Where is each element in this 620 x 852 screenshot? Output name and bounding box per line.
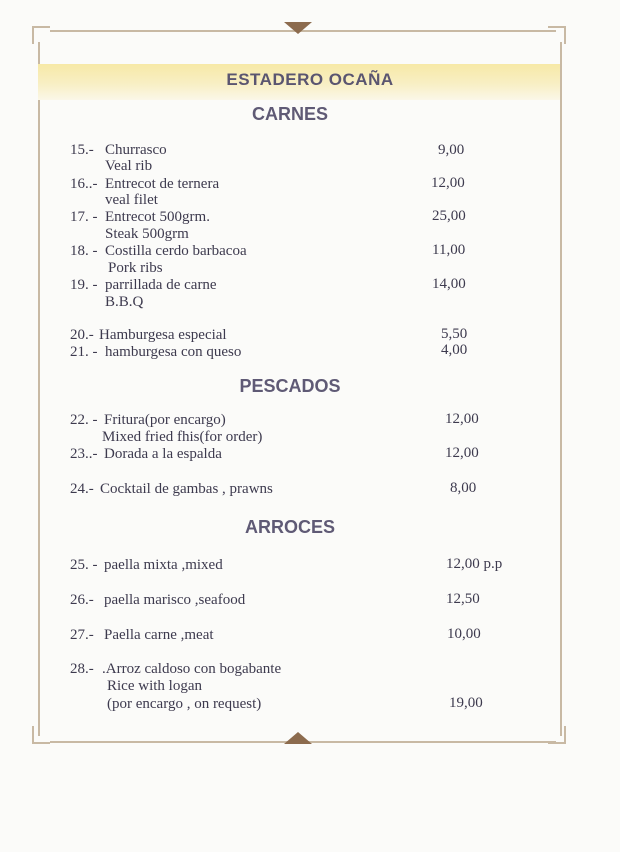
frame-corner-top-right (548, 26, 566, 44)
item-price: 11,00 (432, 242, 466, 258)
item-name: Paella carne ,meat (104, 627, 214, 643)
item-name: Churrasco (105, 142, 167, 158)
item-price: 12,00 (431, 175, 465, 191)
item-number: 16..- (70, 176, 98, 192)
item-number: 24.- (70, 481, 94, 497)
item-price: 14,00 (432, 276, 466, 292)
item-translation: Mixed fried fhis(for order) (102, 429, 263, 445)
item-number: 28.- (70, 661, 94, 677)
item-name: Dorada a la espalda (104, 446, 222, 462)
item-price: 12,00 p.p (446, 556, 503, 572)
item-translation: Pork ribs (108, 260, 163, 276)
item-name: Entrecot 500grm. (105, 209, 210, 225)
frame-corner-bottom-left (32, 726, 50, 744)
item-translation: Veal rib (105, 158, 153, 174)
item-number: 20.- (70, 327, 94, 343)
item-price: 12,00 (445, 411, 479, 427)
item-name: parrillada de carne (105, 277, 217, 293)
section-heading-arroces: ARROCES (244, 517, 335, 537)
item-name: paella mixta ,mixed (104, 557, 223, 573)
frame-corner-bottom-right (548, 726, 566, 744)
item-translation: (por encargo , on request) (107, 696, 262, 712)
frame-ornament-top (284, 22, 312, 34)
item-number: 26.- (70, 592, 94, 608)
item-name: paella marisco ,seafood (104, 592, 246, 608)
frame-ornament-bottom (284, 732, 312, 744)
item-number: 17. - (70, 209, 98, 225)
item-translation: Steak 500grm (105, 226, 189, 242)
item-number: 22. - (70, 412, 98, 428)
item-name: .Arroz caldoso con bogabante (102, 661, 282, 677)
item-name: Cocktail de gambas , prawns (100, 481, 273, 497)
item-price: 8,00 (450, 480, 477, 496)
item-price: 25,00 (432, 208, 466, 224)
item-name: hamburgesa con queso (105, 344, 242, 360)
item-price: 5,50 (441, 326, 468, 342)
frame-corner-top-left (32, 26, 50, 44)
item-number: 15.- (70, 142, 94, 158)
item-number: 19. - (70, 277, 98, 293)
item-name: Entrecot de ternera (105, 176, 220, 192)
section-heading-carnes: CARNES (251, 104, 328, 124)
item-number: 27.- (70, 627, 94, 643)
item-price: 19,00 (449, 695, 483, 711)
item-number: 23..- (70, 446, 98, 462)
item-price: 4,00 (441, 342, 468, 358)
item-name: Costilla cerdo barbacoa (105, 243, 247, 259)
item-translation: veal filet (105, 192, 158, 208)
item-translation: B.B.Q (105, 294, 144, 310)
item-number: 25. - (70, 557, 98, 573)
item-price: 12,00 (445, 445, 479, 461)
item-number: 18. - (70, 243, 98, 259)
section-heading-pescados: PESCADOS (239, 376, 341, 396)
item-translation: Rice with logan (107, 678, 202, 694)
item-number: 21. - (70, 344, 98, 360)
item-price: 9,00 (438, 142, 465, 158)
menu-title: ESTADERO OCAÑA (226, 70, 394, 89)
item-price: 12,50 (446, 591, 480, 607)
item-name: Fritura(por encargo) (104, 412, 226, 428)
item-price: 10,00 (447, 626, 481, 642)
item-name: Hamburgesa especial (99, 327, 227, 343)
